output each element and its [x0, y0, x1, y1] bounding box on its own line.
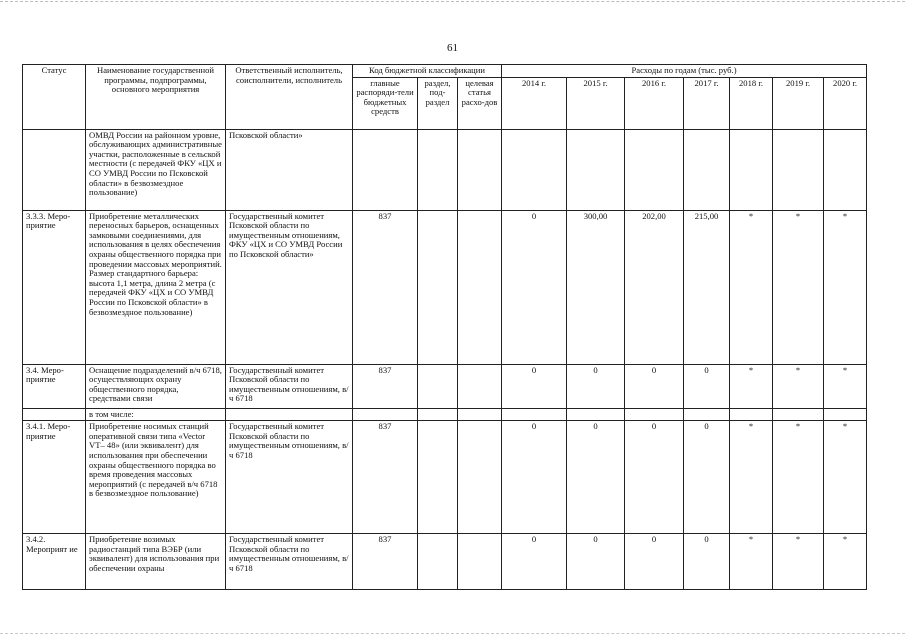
header-grbs: главные распоряди-тели бюджетных средств — [353, 77, 418, 129]
cell-2017 — [684, 408, 730, 421]
cell-2019: * — [773, 534, 824, 590]
header-year-2019: 2019 г. — [773, 77, 824, 129]
cell-status: 3.4.2. Мероприят ие — [23, 534, 86, 590]
cell-2018 — [730, 408, 773, 421]
cell-status: 3.4.1. Меро-приятие — [23, 421, 86, 534]
cell-2015: 0 — [567, 421, 625, 534]
cell-2014 — [502, 408, 567, 421]
cell-2020 — [824, 129, 867, 210]
header-year-2016: 2016 г. — [625, 77, 684, 129]
cell-2014 — [502, 129, 567, 210]
cell-2017: 0 — [684, 364, 730, 408]
cell-2017: 0 — [684, 421, 730, 534]
cell-2019: * — [773, 421, 824, 534]
cell-razdel — [418, 534, 458, 590]
cell-2019 — [773, 129, 824, 210]
header-name: Наименование государственной программы, подпрограммы, основного мероприятия — [86, 65, 226, 130]
cell-2014: 0 — [502, 534, 567, 590]
cell-razdel — [418, 408, 458, 421]
table-row — [23, 408, 867, 421]
cell-responsible: Псковской области» — [226, 129, 353, 210]
cell-2019: * — [773, 364, 824, 408]
cell-2016: 0 — [625, 421, 684, 534]
cell-status — [23, 129, 86, 210]
cell-target-item — [458, 421, 502, 534]
cell-2016: 202,00 — [625, 210, 684, 364]
cell-razdel — [418, 421, 458, 534]
cell-responsible: Государственный комитет Псковской области по имущественным отношениям, в/ч 6718 — [226, 421, 353, 534]
cell-target-item — [458, 210, 502, 364]
cell-target-item — [458, 129, 502, 210]
cell-2016 — [625, 129, 684, 210]
cell-2019 — [773, 408, 824, 421]
cell-2016 — [625, 408, 684, 421]
cell-name: Приобретение возимых радиостанций типа ВЭБР (или эквивалент) для использования при обеспечении охраны — [86, 534, 226, 590]
cell-2014: 0 — [502, 210, 567, 364]
cell-2020: * — [824, 534, 867, 590]
cell-name: Приобретение носимых станций оперативной связи типа «Vector VT– 48» (или эквивалент) для использования при обеспечении охраны общественного порядка во время проведения массовых мероприятий (с передачей в/ч 6718 в безвозмездное пользование) — [86, 421, 226, 534]
cell-2017 — [684, 129, 730, 210]
table-row — [23, 534, 867, 590]
cell-2017: 0 — [684, 534, 730, 590]
cell-razdel — [418, 210, 458, 364]
cell-2018: * — [730, 210, 773, 364]
cell-2018: * — [730, 534, 773, 590]
header-kbk: Код бюджетной классификации — [353, 65, 502, 78]
scan-edge-bottom — [0, 633, 905, 634]
cell-name: в том числе: — [86, 408, 226, 421]
cell-2019: * — [773, 210, 824, 364]
header-year-2020: 2020 г. — [824, 77, 867, 129]
cell-grbs: 837 — [353, 534, 418, 590]
cell-2016: 0 — [625, 534, 684, 590]
cell-grbs: 837 — [353, 210, 418, 364]
cell-2020: * — [824, 210, 867, 364]
cell-2020 — [824, 408, 867, 421]
cell-name: Оснащение подразделений в/ч 6718, осуществляющих охрану общественного порядка, средствами связи — [86, 364, 226, 408]
cell-name: Приобретение металлических переносных барьеров, оснащенных замковыми соединениями, для использования в целях обеспечения охраны общественного порядка при проведении массовых мероприятий. Размер стандартного барьера: высота 1,1 метра, длина 2 метра (с передачей ФКУ «ЦХ и СО УМВД России по Псковской области» в безвозмездное пользование) — [86, 210, 226, 364]
table-row — [23, 210, 867, 364]
table-row — [23, 364, 867, 408]
header-razdel: раздел, под-раздел — [418, 77, 458, 129]
cell-2020: * — [824, 364, 867, 408]
cell-2017: 215,00 — [684, 210, 730, 364]
cell-responsible — [226, 408, 353, 421]
cell-2018 — [730, 129, 773, 210]
header-year-2015: 2015 г. — [567, 77, 625, 129]
cell-razdel — [418, 364, 458, 408]
cell-grbs — [353, 408, 418, 421]
cell-responsible: Государственный комитет Псковской области по имущественным отношениям, в/ч 6718 — [226, 364, 353, 408]
cell-2015 — [567, 408, 625, 421]
cell-grbs: 837 — [353, 421, 418, 534]
cell-status: 3.3.3. Меро-приятие — [23, 210, 86, 364]
budget-table — [22, 64, 867, 590]
header-target-item: целевая статья расхо-дов — [458, 77, 502, 129]
cell-2015: 0 — [567, 364, 625, 408]
cell-2014: 0 — [502, 421, 567, 534]
cell-responsible: Государственный комитет Псковской области по имущественным отношениям, в/ч 6718 — [226, 534, 353, 590]
header-status: Статус — [23, 65, 86, 130]
cell-grbs — [353, 129, 418, 210]
header-expenses: Расходы по годам (тыс. руб.) — [502, 65, 867, 78]
cell-2018: * — [730, 364, 773, 408]
cell-2015: 300,00 — [567, 210, 625, 364]
cell-2018: * — [730, 421, 773, 534]
table-row — [23, 129, 867, 210]
cell-2020: * — [824, 421, 867, 534]
table-row — [23, 421, 867, 534]
cell-status — [23, 408, 86, 421]
page-number: 61 — [447, 42, 458, 54]
cell-status: 3.4. Меро-приятие — [23, 364, 86, 408]
cell-target-item — [458, 364, 502, 408]
header-year-2014: 2014 г. — [502, 77, 567, 129]
cell-name: ОМВД России на районном уровне, обслуживающих административные участки, расположенные в сельской местности (с передачей ФКУ «ЦХ и СО УМВД России по Псковской области» в безвозмездное пользование) — [86, 129, 226, 210]
cell-2015: 0 — [567, 534, 625, 590]
cell-2015 — [567, 129, 625, 210]
cell-2016: 0 — [625, 364, 684, 408]
scan-edge-top — [0, 1, 905, 2]
header-year-2018: 2018 г. — [730, 77, 773, 129]
cell-2014: 0 — [502, 364, 567, 408]
cell-target-item — [458, 534, 502, 590]
header-responsible: Ответственный исполнитель, соисполнители, исполнитель — [226, 65, 353, 130]
cell-target-item — [458, 408, 502, 421]
cell-grbs: 837 — [353, 364, 418, 408]
cell-responsible: Государственный комитет Псковской области по имущественным отношениям, ФКУ «ЦХ и СО УМВД России по Псковской области» — [226, 210, 353, 364]
cell-razdel — [418, 129, 458, 210]
header-year-2017: 2017 г. — [684, 77, 730, 129]
